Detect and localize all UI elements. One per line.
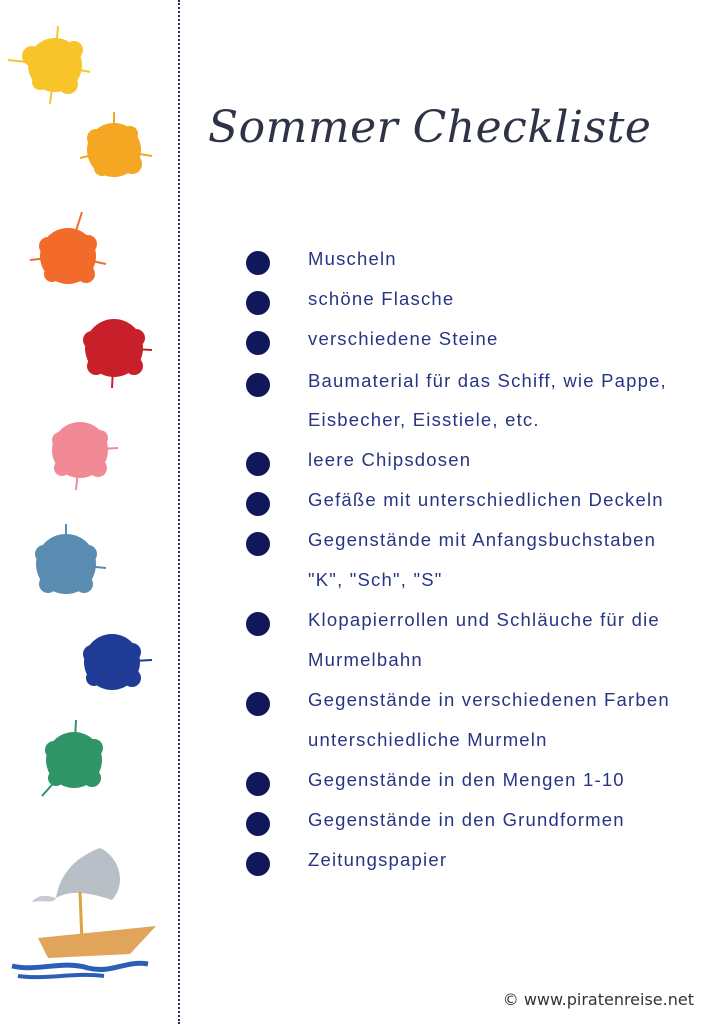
navy-splash-icon	[72, 622, 156, 702]
bullet-icon	[246, 331, 270, 355]
sailboat-icon	[8, 842, 160, 992]
page-title: Sommer Checkliste	[208, 102, 652, 153]
red-orange-splash-icon	[26, 208, 110, 298]
item-label: Gegenstände in den Mengen 1-10	[308, 769, 625, 790]
item-label-continued: unterschiedliche Murmeln	[308, 729, 548, 750]
item-label: schöne Flasche	[308, 288, 455, 309]
bullet-icon	[246, 532, 270, 556]
item-label-continued: "K", "Sch", "S"	[308, 569, 443, 590]
item-label: Muscheln	[308, 248, 397, 269]
red-splash-icon	[72, 308, 156, 392]
dotted-margin-line	[178, 0, 180, 1024]
splash-shape	[8, 26, 90, 104]
blue-grey-splash-icon	[22, 520, 110, 608]
item-label: Klopapierrollen und Schläuche für die	[308, 609, 660, 630]
item-label-continued: Eisbecher, Eisstiele, etc.	[308, 409, 540, 430]
green-splash-icon	[34, 718, 118, 802]
item-label: leere Chipsdosen	[308, 449, 472, 470]
bullet-icon	[246, 251, 270, 275]
orange-splash-icon	[72, 108, 156, 192]
bullet-icon	[246, 291, 270, 315]
item-label: verschiedene Steine	[308, 328, 499, 349]
bullet-icon	[246, 772, 270, 796]
bullet-icon	[246, 692, 270, 716]
bullet-icon	[246, 852, 270, 876]
item-label: Gegenstände in den Grundformen	[308, 809, 625, 830]
item-label: Gefäße mit unterschiedlichen Deckeln	[308, 489, 664, 510]
yellow-splash-icon	[0, 20, 100, 110]
item-label-continued: Murmelbahn	[308, 649, 423, 670]
pink-splash-icon	[40, 408, 124, 492]
bullet-icon	[246, 452, 270, 476]
bullet-icon	[246, 373, 270, 397]
item-label: Gegenstände mit Anfangsbuchstaben	[308, 529, 657, 550]
bullet-icon	[246, 812, 270, 836]
item-label: Gegenstände in verschiedenen Farben	[308, 689, 670, 710]
bullet-icon	[246, 492, 270, 516]
copyright-footer: © www.piratenreise.net	[502, 990, 694, 1009]
item-label: Zeitungspapier	[308, 849, 448, 870]
bullet-icon	[246, 612, 270, 636]
item-label: Baumaterial für das Schiff, wie Pappe,	[308, 370, 667, 391]
